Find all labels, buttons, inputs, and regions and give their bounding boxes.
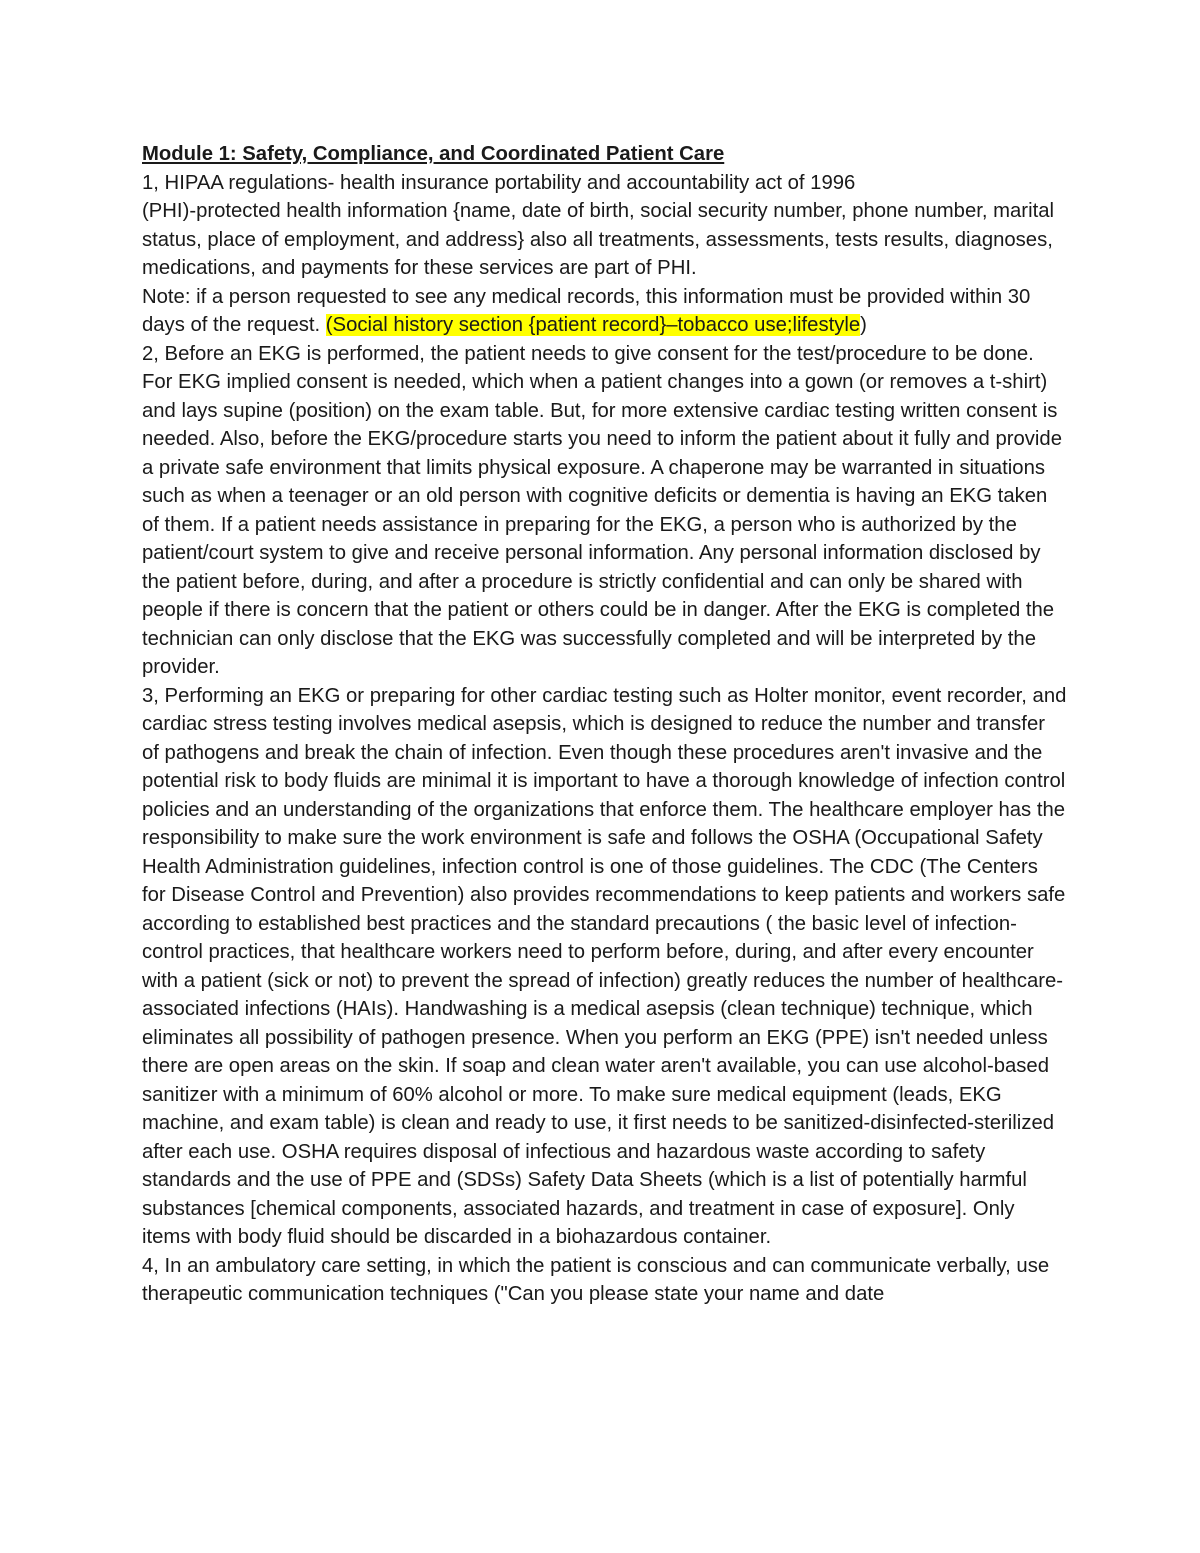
paragraph-note [142, 283, 1067, 340]
note-text: Note: if a person requested to see any medical records, this information must be provided within 30 days of the request. [142, 285, 1031, 336]
highlighted-text: (Social history section {patient record}–tobacco use;lifestyle [325, 314, 861, 336]
paragraph-consent: 2, Before an EKG is performed, the patient needs to give consent for the test/procedure to be done. For EKG implied consent is needed, which when a patient changes into a gown (or removes a t-shirt) and lays supine (position) on the exam table. But, for more extensive cardiac testing written consent is needed. Also, before the EKG/procedure starts you need to inform the patient about it fully and provide a private safe environment that limits physical exposure. A chaperone may be warranted in situations such as when a teenager or an old person with cognitive deficits or dementia is having an EKG taken of them. If a patient needs assistance in preparing for the EKG, a person who is authorized by the patient/court system to give and receive personal information. Any personal information disclosed by the patient before, during, and after a procedure is strictly confidential and can only be shared with people if there is concern that the patient or others could be in danger. After the EKG is completed the technician can only disclose that the EKG was successfully completed and will be interpreted by the provider. [142, 342, 1062, 678]
note-closing-paren: ) [860, 314, 867, 336]
document-body [142, 140, 1067, 1309]
paragraph-asepsis: 3, Performing an EKG or preparing for other cardiac testing such as Holter monitor, event recorder, and cardiac stress testing involves medical asepsis, which is designed to reduce the number and transfer of pathogens and break the chain of infection. Even though these procedures aren't invasive and the potential risk to body fluids are minimal it is important to have a thorough knowledge of infection control policies and an understanding of the organizations that enforce them. The healthcare employer has the responsibility to make sure the work environment is safe and follows the OSHA (Occupational Safety Health Administration guidelines, infection control is one of those guidelines. The CDC (The Centers for Disease Control and Prevention) also provides recommendations to keep patients and workers safe according to established best practices and the standard precautions ( the basic level of infection-control practices, that healthcare workers need to perform before, during, and after every encounter with a patient (sick or not) to prevent the spread of infection) greatly reduces the number of healthcare-associated infections (HAIs). Handwashing is a medical asepsis (clean technique) technique, which eliminates all possibility of pathogen presence. When you perform an EKG (PPE) isn't needed unless there are open areas on the skin. If soap and clean water aren't available, you can use alcohol-based sanitizer with a minimum of 60% alcohol or more. To make sure medical equipment (leads, EKG machine, and exam table) is clean and ready to use, it first needs to be sanitized-disinfected-sterilized after each use. OSHA requires disposal of infectious and hazardous waste according to safety standards and the use of PPE and (SDSs) Safety Data Sheets (which is a list of potentially harmful substances [chemical components, associated hazards, and treatment in case of exposure]. Only items with body fluid should be discarded in a biohazardous container. [142, 684, 1067, 1248]
paragraph-communication: 4, In an ambulatory care setting, in which the patient is conscious and can communicate verbally, use therapeutic communication techniques ("Can you please state your name and date [142, 1254, 1050, 1305]
module-title: Module 1: Safety, Compliance, and Coordinated Patient Care [142, 143, 725, 165]
paragraph-hipaa: 1, HIPAA regulations- health insurance portability and accountability act of 1996 [142, 171, 856, 194]
paragraph-phi: (PHI)-protected health information {name, date of birth, social security number, phone number, marital status, place of employment, and address} also all treatments, assessments, tests results, diagnoses, medications, and payments for these services are part of PHI. [142, 200, 1054, 279]
